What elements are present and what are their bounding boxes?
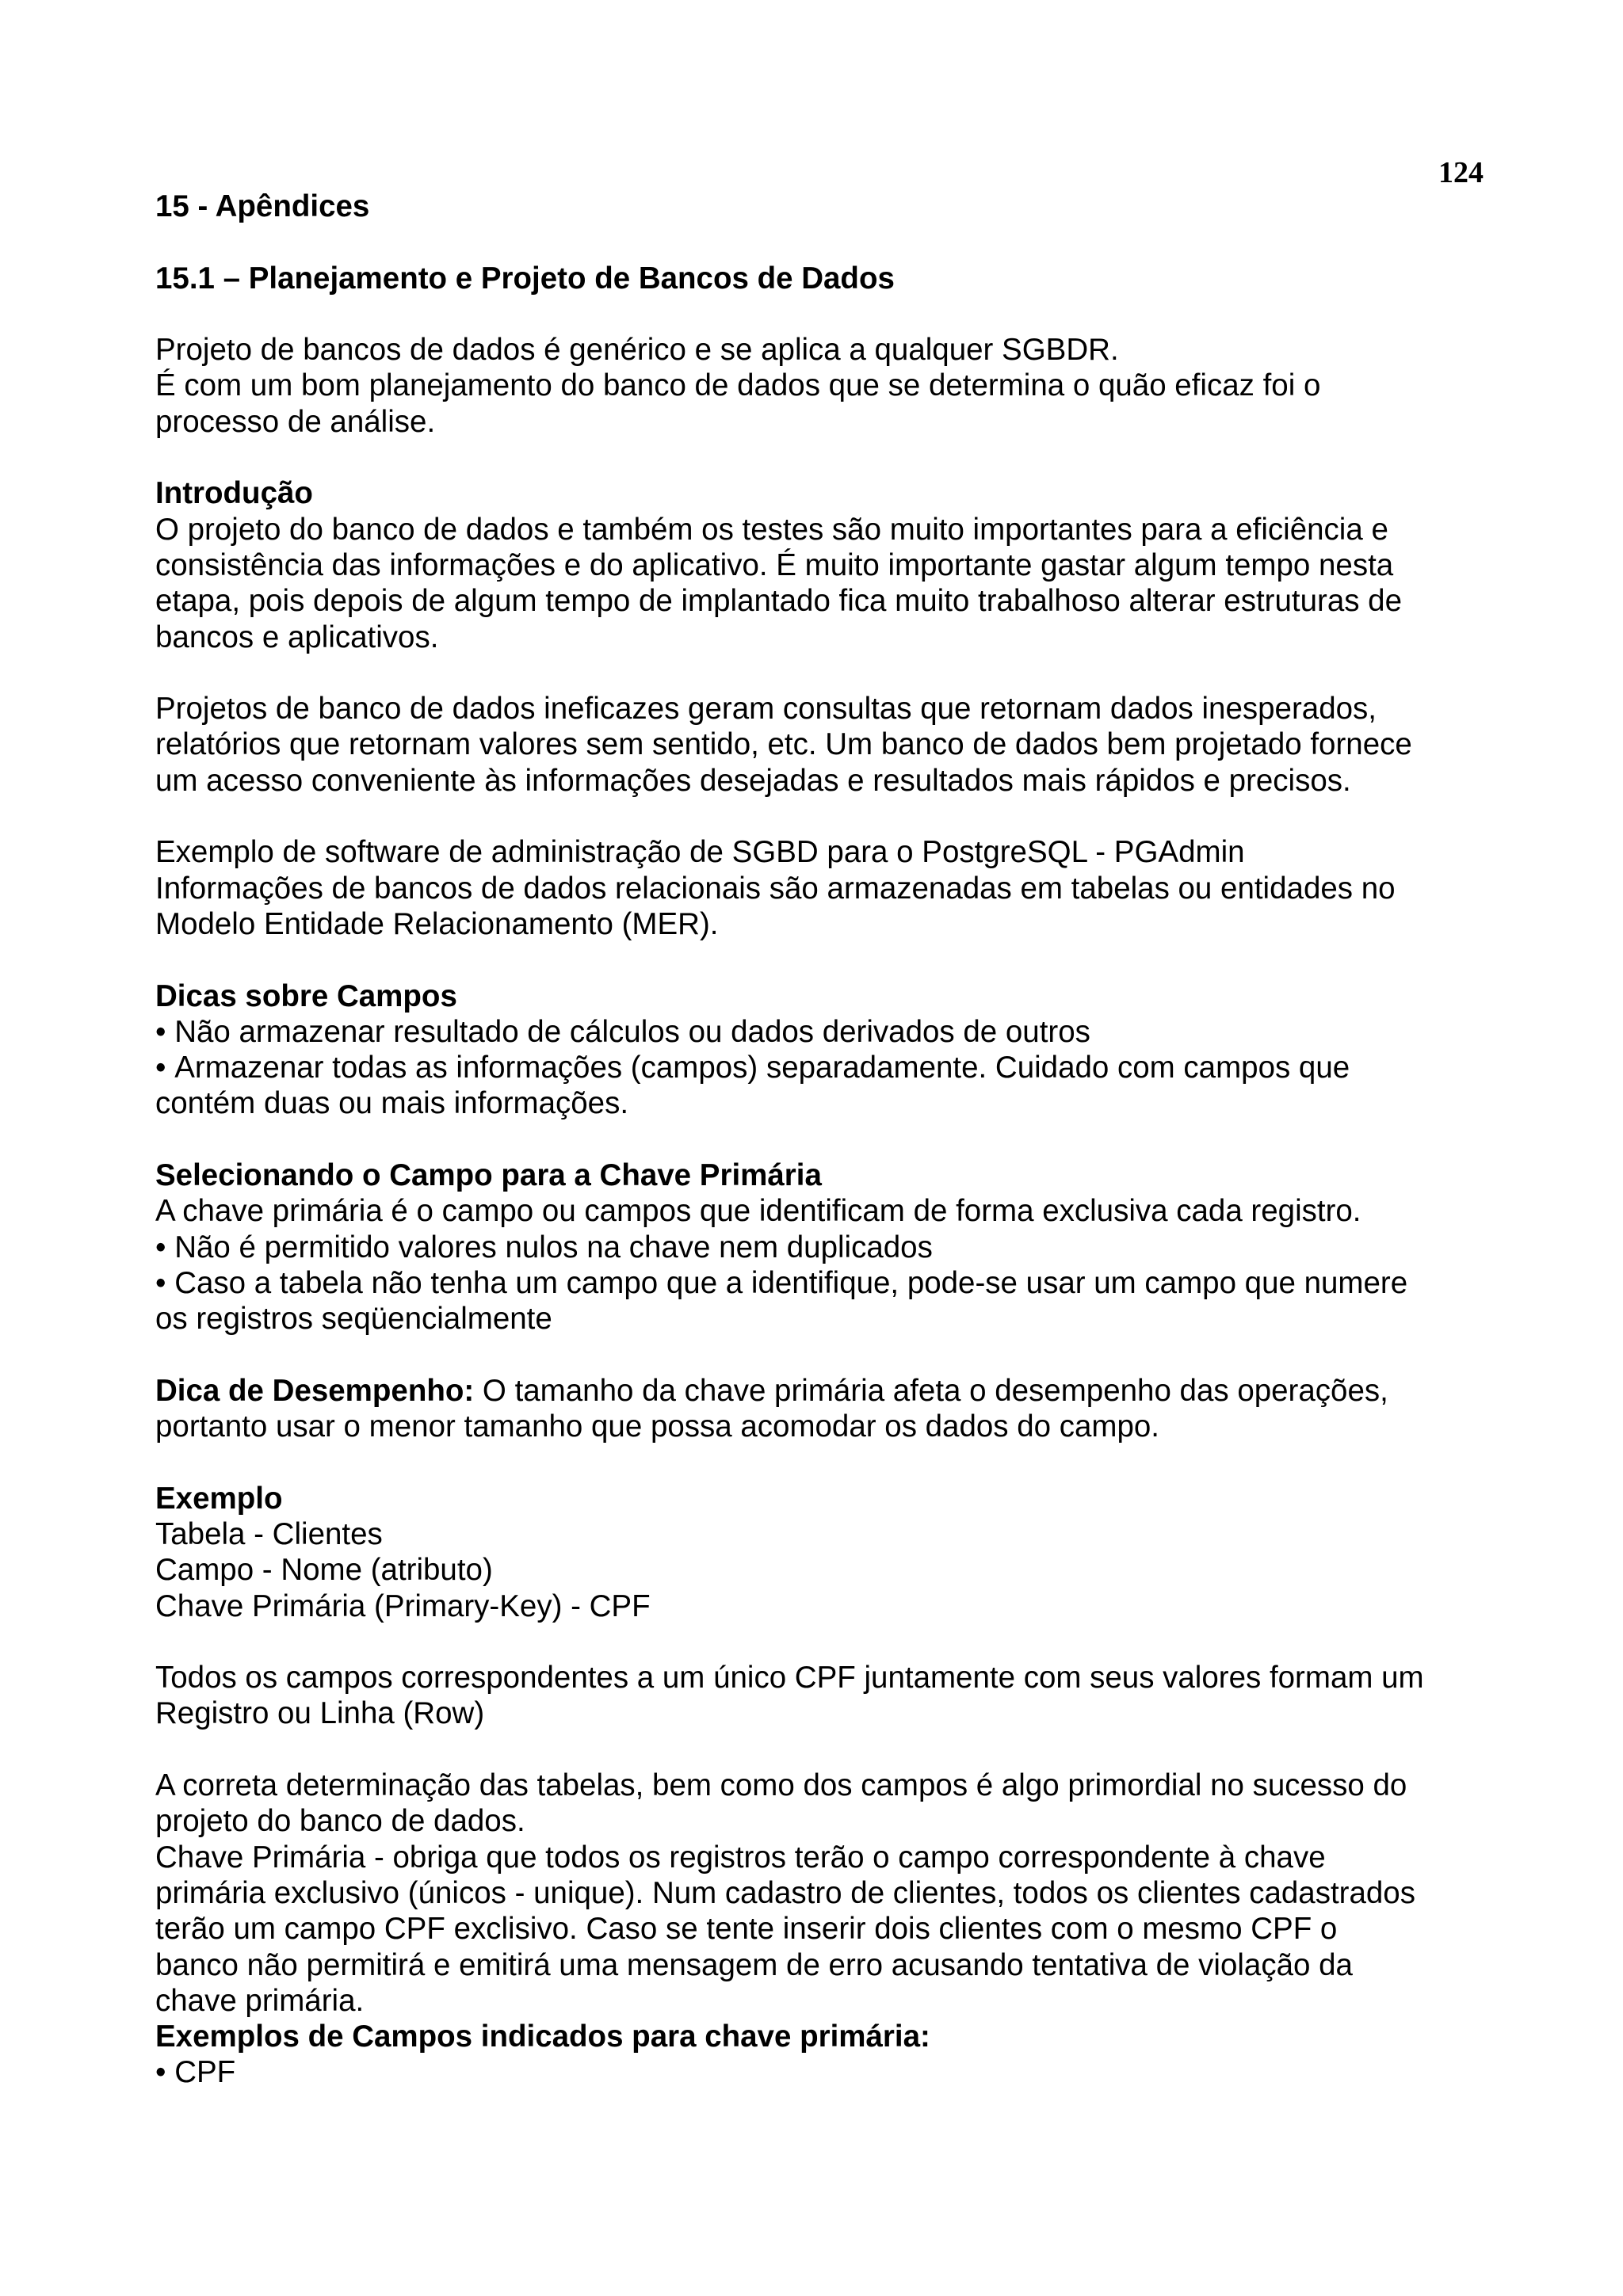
text-line: O projeto do banco de dados e também os testes são muito importantes para a eficiência e (155, 512, 1388, 547)
dicas-campos-section (155, 978, 1534, 1122)
text-line: relatórios que retornam valores sem sentido, etc. Um banco de dados bem projetado fornece (155, 727, 1412, 762)
exemplos-campos-heading: Exemplos de Campos indicados para chave primária: (155, 2019, 930, 2054)
determinacao-section (155, 1768, 1534, 2091)
intro-paragraph (155, 332, 1534, 440)
desempenho-text: O tamanho da chave primária afeta o desempenho das operações, (474, 1373, 1388, 1408)
introducao-section (155, 475, 1534, 654)
text-line: Campo - Nome (atributo) (155, 1553, 493, 1588)
section-subtitle-block (155, 261, 1534, 296)
section-title-block (155, 189, 1534, 224)
text-line: Exemplo de software de administração de SGBD para o PostgreSQL - PGAdmin (155, 835, 1245, 870)
exemplo-heading: Exemplo (155, 1481, 283, 1516)
text-line: A correta determinação das tabelas, bem como dos campos é algo primordial no sucesso do (155, 1768, 1407, 1803)
text-line: Informações de bancos de dados relacionais são armazenadas em tabelas ou entidades no (155, 871, 1396, 906)
bullet-item: • CPF (155, 2054, 1534, 2090)
bullet-item: • Armazenar todas as informações (campos) separadamente. Cuidado com campos que (155, 1050, 1534, 1085)
text-line: consistência das informações e do aplicativo. É muito importante gastar algum tempo nesta (155, 547, 1394, 582)
bullet-item: • Caso a tabela não tenha um campo que a identifique, pode-se usar um campo que numere (155, 1265, 1534, 1301)
text-line: chave primária. (155, 1983, 365, 2018)
text-line: bancos e aplicativos. (155, 620, 439, 654)
text-line: primária exclusivo (únicos - unique). Num cadastro de clientes, todos os clientes cadastrados (155, 1875, 1415, 1910)
bullet-continuation: contém duas ou mais informações. (155, 1086, 629, 1121)
text-line: Chave Primária (Primary-Key) - CPF (155, 1589, 651, 1623)
bullet-item: • Não é permitido valores nulos na chave nem duplicados (155, 1230, 1534, 1265)
text-line: projeto do banco de dados. (155, 1804, 525, 1839)
chave-primaria-heading: Selecionando o Campo para a Chave Primária (155, 1158, 822, 1193)
text-line: um acesso conveniente às informações desejadas e resultados mais rápidos e precisos. (155, 763, 1351, 798)
desempenho-line (155, 1373, 1534, 1409)
text-line: Tabela - Clientes (155, 1516, 383, 1551)
text-line: É com um bom planejamento do banco de dados que se determina o quão eficaz foi o (155, 368, 1321, 403)
text-line: Projetos de banco de dados ineficazes geram consultas que retornam dados inesperados, (155, 692, 1377, 727)
desempenho-label: Dica de Desempenho: (155, 1373, 475, 1408)
text-line: terão um campo CPF exclisivo. Caso se tente inserir dois clientes com o mesmo CPF o (155, 1912, 1338, 1947)
text-line: portanto usar o menor tamanho que possa acomodar os dados do campo. (155, 1409, 1160, 1444)
chave-primaria-section (155, 1158, 1534, 1337)
text-line: banco não permitirá e emitirá uma mensagem de erro acusando tentativa de violação da (155, 1947, 1353, 1982)
introducao-heading: Introdução (155, 476, 313, 511)
dicas-campos-heading: Dicas sobre Campos (155, 978, 457, 1013)
text-line: Modelo Entidade Relacionamento (MER). (155, 906, 719, 941)
page-number: 124 (1438, 156, 1484, 189)
text-line: processo de análise. (155, 404, 436, 439)
text-line: A chave primária é o campo ou campos que identificam de forma exclusiva cada registro. (155, 1194, 1361, 1229)
section-subtitle: 15.1 – Planejamento e Projeto de Bancos de Dados (155, 261, 895, 296)
bullet-continuation: os registros seqüencialmente (155, 1302, 552, 1337)
bullet-item: • Não armazenar resultado de cálculos ou dados derivados de outros (155, 1014, 1534, 1050)
projetos-paragraph (155, 691, 1534, 799)
text-line: Todos os campos correspondentes a um único CPF juntamente com seus valores formam um (155, 1661, 1424, 1695)
section-title: 15 - Apêndices (155, 189, 370, 223)
registro-paragraph (155, 1660, 1534, 1732)
exemplo-section (155, 1481, 1534, 1624)
text-line: Chave Primária - obriga que todos os registros terão o campo correspondente à chave (155, 1840, 1326, 1875)
exemplo-software-paragraph (155, 834, 1534, 942)
desempenho-section (155, 1373, 1534, 1445)
page-content (155, 189, 1534, 2091)
text-line: etapa, pois depois de algum tempo de implantado fica muito trabalhoso alterar estruturas de (155, 584, 1403, 619)
text-line: Projeto de bancos de dados é genérico e se aplica a qualquer SGBDR. (155, 333, 1119, 368)
text-line: Registro ou Linha (Row) (155, 1696, 485, 1731)
